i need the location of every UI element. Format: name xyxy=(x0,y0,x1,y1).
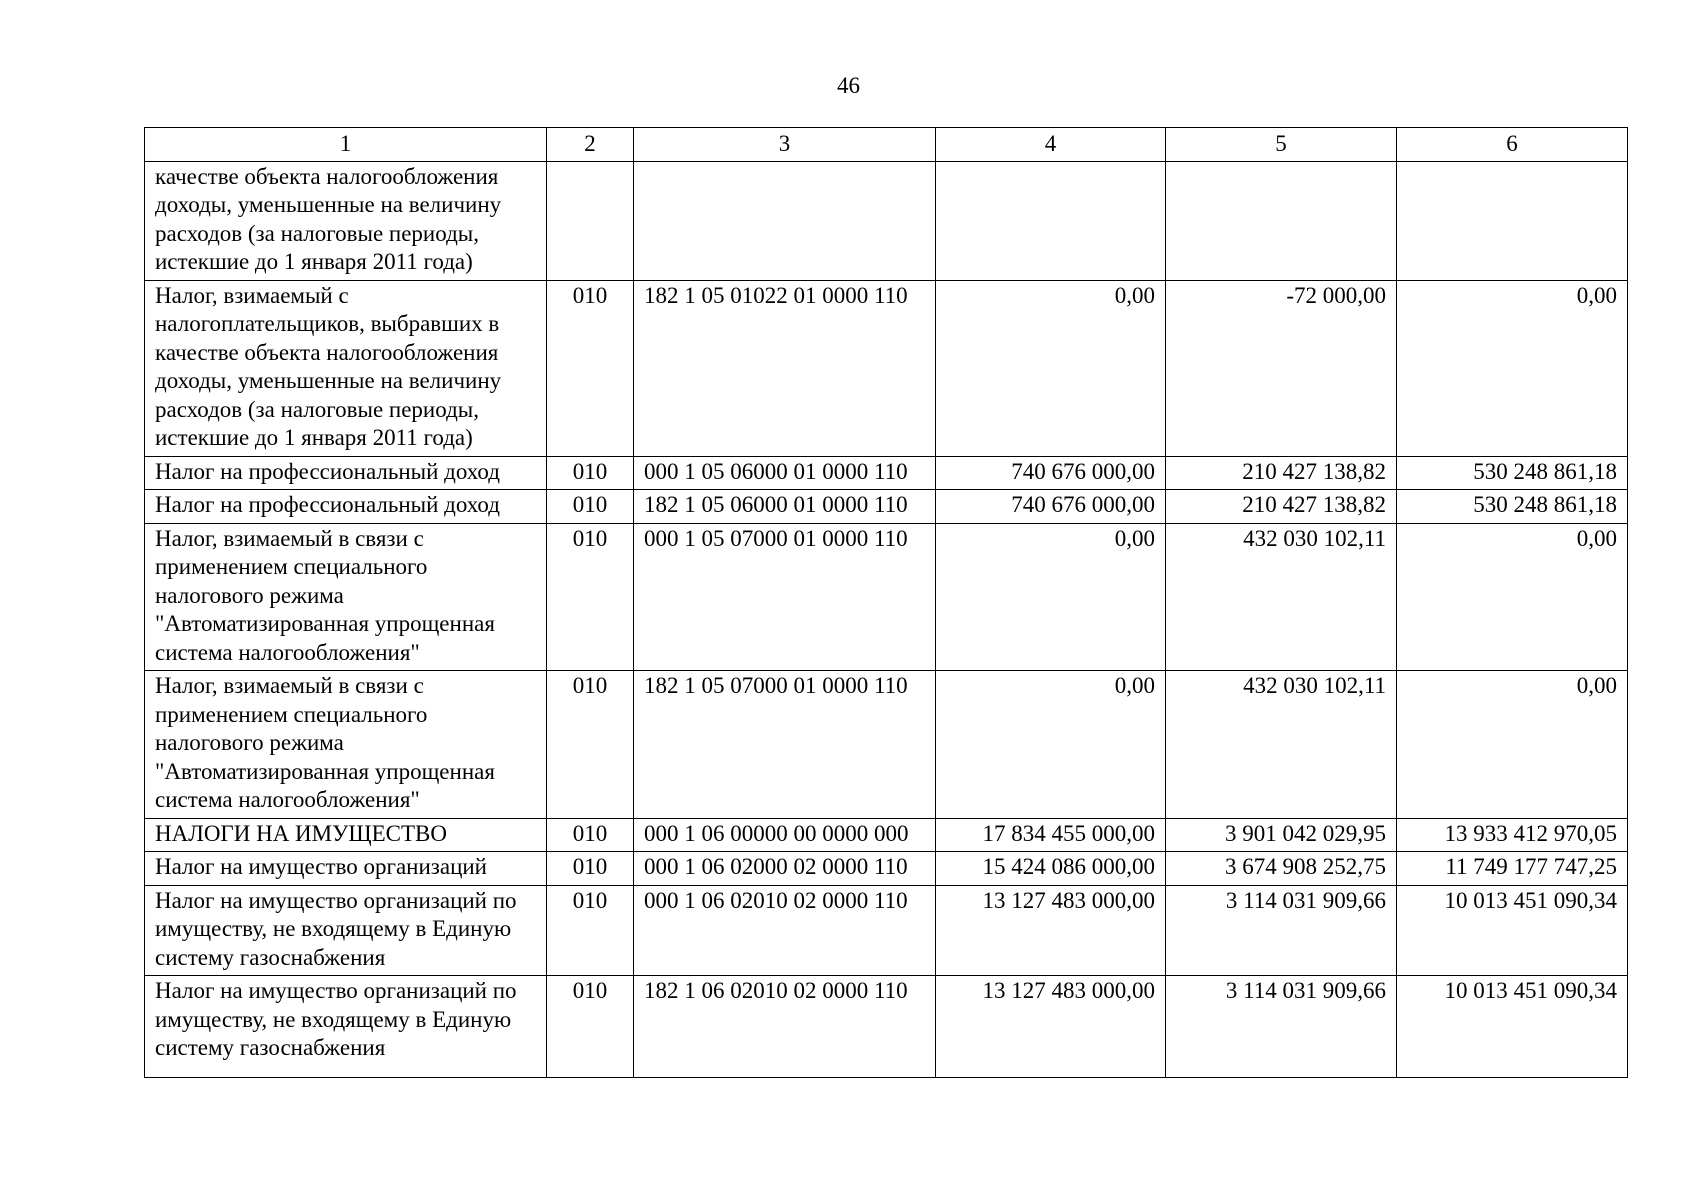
budget-classification-code xyxy=(634,161,936,280)
approved-amount: 15 424 086 000,00 xyxy=(936,852,1166,886)
approved-amount: 0,00 xyxy=(936,280,1166,456)
table-row xyxy=(145,976,1628,1078)
budget-classification-code: 000 1 06 00000 00 0000 000 xyxy=(634,818,936,852)
column-header-1: 1 xyxy=(145,128,547,162)
executed-amount: -72 000,00 xyxy=(1166,280,1397,456)
indicator-name: Налог, взимаемый в связи с применением специального налогового режима "Автоматизированная упрощенная система налогообложения" xyxy=(145,523,547,671)
budget-classification-code: 182 1 05 06000 01 0000 110 xyxy=(634,490,936,524)
indicator-name: НАЛОГИ НА ИМУЩЕСТВО xyxy=(145,818,547,852)
line-code: 010 xyxy=(547,280,634,456)
line-code: 010 xyxy=(547,818,634,852)
approved-amount: 0,00 xyxy=(936,523,1166,671)
executed-amount: 210 427 138,82 xyxy=(1166,490,1397,524)
page-number: 46 xyxy=(837,73,860,98)
table-row xyxy=(145,523,1628,671)
table-row xyxy=(145,852,1628,886)
budget-classification-code: 182 1 06 02010 02 0000 110 xyxy=(634,976,936,1078)
line-code: 010 xyxy=(547,671,634,819)
line-code: 010 xyxy=(547,490,634,524)
unexecuted-amount: 0,00 xyxy=(1397,523,1628,671)
executed-amount: 432 030 102,11 xyxy=(1166,523,1397,671)
budget-classification-code: 000 1 05 07000 01 0000 110 xyxy=(634,523,936,671)
line-code xyxy=(547,161,634,280)
executed-amount: 3 674 908 252,75 xyxy=(1166,852,1397,886)
approved-amount xyxy=(936,161,1166,280)
table-row xyxy=(145,818,1628,852)
line-code: 010 xyxy=(547,852,634,886)
executed-amount: 3 114 031 909,66 xyxy=(1166,976,1397,1078)
indicator-name: Налог, взимаемый с налогоплательщиков, выбравших в качестве объекта налогообложения доходы, уменьшенные на величину расходов (за налоговые периоды, истекшие до 1 января 2011 года) xyxy=(145,280,547,456)
executed-amount: 3 901 042 029,95 xyxy=(1166,818,1397,852)
table-row xyxy=(145,490,1628,524)
approved-amount: 740 676 000,00 xyxy=(936,490,1166,524)
budget-classification-code: 182 1 05 07000 01 0000 110 xyxy=(634,671,936,819)
unexecuted-amount: 0,00 xyxy=(1397,280,1628,456)
line-code: 010 xyxy=(547,456,634,490)
unexecuted-amount: 530 248 861,18 xyxy=(1397,490,1628,524)
budget-classification-code: 000 1 06 02000 02 0000 110 xyxy=(634,852,936,886)
indicator-name: Налог на профессиональный доход xyxy=(145,490,547,524)
line-code: 010 xyxy=(547,976,634,1078)
line-code: 010 xyxy=(547,885,634,976)
indicator-name: Налог, взимаемый в связи с применением специального налогового режима "Автоматизированная упрощенная система налогообложения" xyxy=(145,671,547,819)
approved-amount: 13 127 483 000,00 xyxy=(936,976,1166,1078)
executed-amount: 432 030 102,11 xyxy=(1166,671,1397,819)
executed-amount: 3 114 031 909,66 xyxy=(1166,885,1397,976)
indicator-name: Налог на профессиональный доход xyxy=(145,456,547,490)
budget-classification-code: 182 1 05 01022 01 0000 110 xyxy=(634,280,936,456)
approved-amount: 740 676 000,00 xyxy=(936,456,1166,490)
indicator-name: Налог на имущество организаций по имуществу, не входящему в Единую систему газоснабжения xyxy=(145,976,547,1078)
budget-classification-code: 000 1 06 02010 02 0000 110 xyxy=(634,885,936,976)
unexecuted-amount: 10 013 451 090,34 xyxy=(1397,976,1628,1078)
unexecuted-amount: 10 013 451 090,34 xyxy=(1397,885,1628,976)
column-header-5: 5 xyxy=(1166,128,1397,162)
column-header-4: 4 xyxy=(936,128,1166,162)
executed-amount: 210 427 138,82 xyxy=(1166,456,1397,490)
unexecuted-amount: 13 933 412 970,05 xyxy=(1397,818,1628,852)
column-number-row xyxy=(145,128,1628,162)
unexecuted-amount xyxy=(1397,161,1628,280)
indicator-name: Налог на имущество организаций по имуществу, не входящему в Единую систему газоснабжения xyxy=(145,885,547,976)
indicator-name: Налог на имущество организаций xyxy=(145,852,547,886)
table-row xyxy=(145,885,1628,976)
unexecuted-amount: 11 749 177 747,25 xyxy=(1397,852,1628,886)
unexecuted-amount: 0,00 xyxy=(1397,671,1628,819)
approved-amount: 13 127 483 000,00 xyxy=(936,885,1166,976)
column-header-6: 6 xyxy=(1397,128,1628,162)
approved-amount: 17 834 455 000,00 xyxy=(936,818,1166,852)
column-header-3: 3 xyxy=(634,128,936,162)
table-row xyxy=(145,456,1628,490)
column-header-2: 2 xyxy=(547,128,634,162)
approved-amount: 0,00 xyxy=(936,671,1166,819)
table-row xyxy=(145,161,1628,280)
revenue-table xyxy=(144,127,1628,1078)
table-row xyxy=(145,671,1628,819)
unexecuted-amount: 530 248 861,18 xyxy=(1397,456,1628,490)
table-row xyxy=(145,280,1628,456)
executed-amount xyxy=(1166,161,1397,280)
budget-classification-code: 000 1 05 06000 01 0000 110 xyxy=(634,456,936,490)
indicator-name: качестве объекта налогообложения доходы, уменьшенные на величину расходов (за налоговые периоды, истекшие до 1 января 2011 года) xyxy=(145,161,547,280)
line-code: 010 xyxy=(547,523,634,671)
